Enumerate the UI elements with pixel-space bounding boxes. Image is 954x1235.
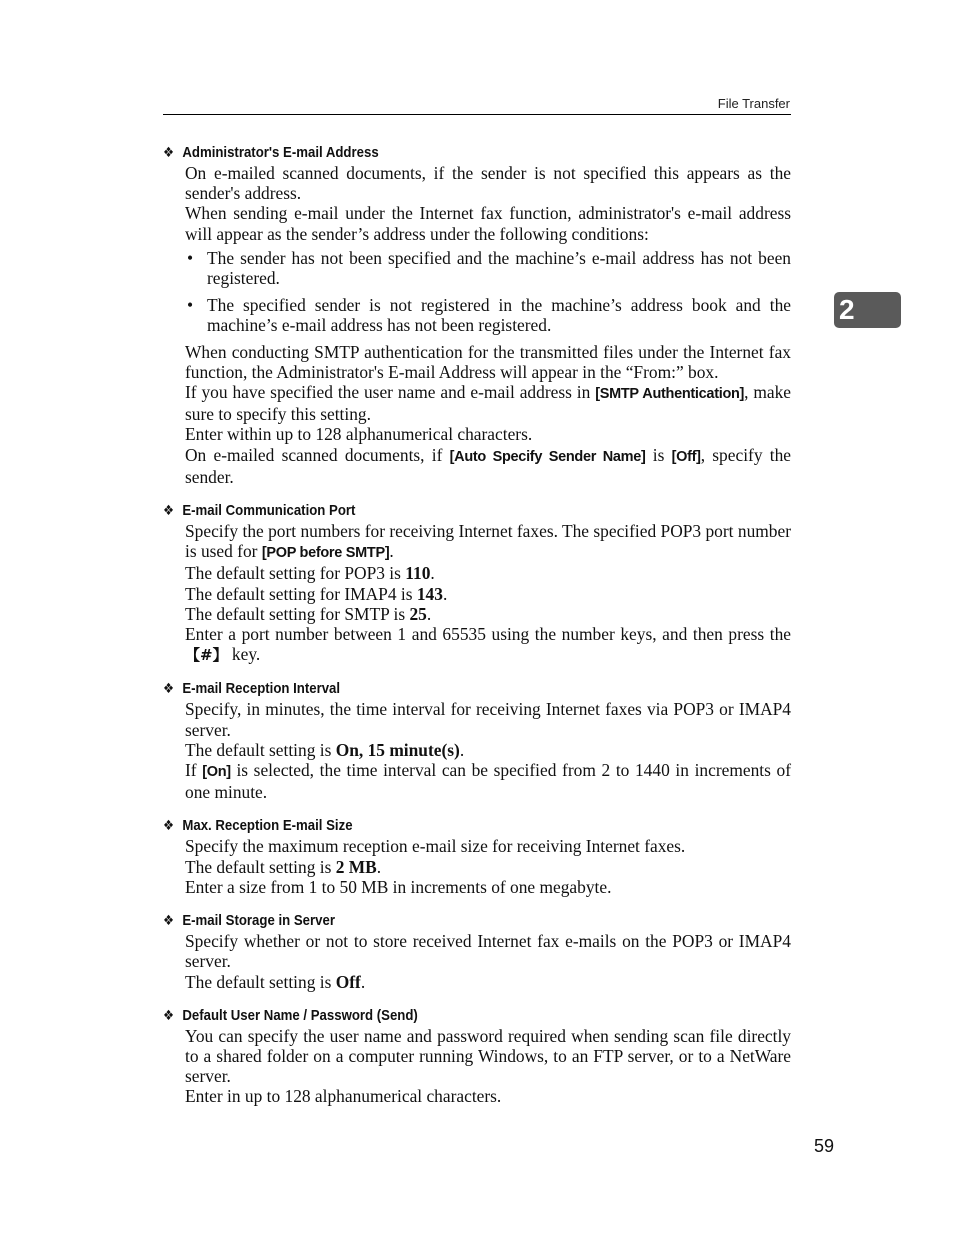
text-run: Specify the port numbers for receiving Internet faxes. The specified POP3 port number is used for xyxy=(185,521,791,562)
list-item-text: The specified sender is not registered in the machine’s address book and the machine’s e-mail address has not been registered. xyxy=(207,294,791,335)
paragraph: Specify the maximum reception e-mail size for receiving Internet faxes. xyxy=(185,836,686,857)
default-value: Off xyxy=(335,971,361,992)
paragraph: When conducting SMTP authentication for the transmitted files under the Internet fax function, the Administrator's E-mail Address will appear in the “From:” box. xyxy=(185,341,791,382)
section-comm-port xyxy=(163,499,791,665)
list-item xyxy=(185,295,791,335)
text-run: key. xyxy=(227,644,261,665)
page-content xyxy=(163,141,791,1119)
text-run: If xyxy=(185,760,203,781)
text-run: The default setting for POP3 is xyxy=(185,563,406,584)
diamond-bullet-icon: ❖ xyxy=(163,817,175,834)
heading-text: Max. Reception E-mail Size xyxy=(182,817,353,835)
section-heading xyxy=(163,909,716,931)
text-run: , make sure to specify this setting. xyxy=(185,382,791,425)
diamond-bullet-icon: ❖ xyxy=(163,912,175,929)
heading-text: Default User Name / Password (Send) xyxy=(182,1006,418,1024)
paragraph: The default setting for POP3 is 110. xyxy=(185,563,435,584)
paragraph: Enter in up to 128 alphanumerical characters. xyxy=(185,1086,502,1107)
section-heading xyxy=(163,141,716,163)
section-heading xyxy=(163,814,716,836)
paragraph: The default setting for IMAP4 is 143. xyxy=(185,583,448,604)
heading-text: E-mail Communication Port xyxy=(182,502,356,520)
diamond-bullet-icon: ❖ xyxy=(163,680,175,697)
default-value: 25 xyxy=(409,603,427,624)
paragraph: Enter within up to 128 alphanumerical characters. xyxy=(185,424,533,445)
diamond-bullet-icon: ❖ xyxy=(163,502,175,519)
paragraph: Specify, in minutes, the time interval for receiving Internet faxes via POP3 or IMAP4 server. xyxy=(185,699,791,740)
section-admin-email xyxy=(163,141,791,487)
text-run: On e-mailed scanned documents, if xyxy=(185,444,450,465)
list-item-text: The sender has not been specified and the machine’s e-mail address has not been registered. xyxy=(207,247,791,289)
section-heading xyxy=(163,1004,716,1026)
default-value: 110 xyxy=(405,563,431,584)
text-run: The default setting for IMAP4 is xyxy=(185,583,417,604)
text-run: , specify the sender. xyxy=(185,444,792,487)
text-run: The default setting is xyxy=(185,739,336,760)
heading-text: E-mail Reception Interval xyxy=(182,680,341,698)
key-label: [Off] xyxy=(671,448,701,465)
page-number: 59 xyxy=(813,1136,834,1156)
paragraph xyxy=(185,760,791,802)
default-value: 2 MB xyxy=(335,856,377,877)
paragraph xyxy=(185,624,791,665)
paragraph xyxy=(185,521,791,563)
hash-key-label: 【#】 xyxy=(185,646,228,665)
text-run: The default setting for SMTP is xyxy=(185,603,410,624)
text-run: . xyxy=(389,541,394,562)
heading-text: E-mail Storage in Server xyxy=(182,912,335,930)
running-header: File Transfer xyxy=(717,96,790,111)
key-label: [On] xyxy=(202,764,231,781)
condition-list xyxy=(185,248,791,335)
text-run: The default setting is xyxy=(185,856,336,877)
paragraph: The default setting is On, 15 minute(s). xyxy=(185,739,465,760)
paragraph: When sending e-mail under the Internet fax function, administrator's e-mail address will appear as the sender’s address under the following conditions: xyxy=(185,203,791,244)
default-value: On, 15 minute(s) xyxy=(335,739,460,760)
section-storage xyxy=(163,909,791,992)
paragraph: The default setting is Off. xyxy=(185,971,366,992)
paragraph: You can specify the user name and password required when sending scan file directly to a shared folder on a computer running Windows, to an FTP server, or to a NetWare server. xyxy=(185,1025,791,1087)
section-heading xyxy=(163,499,716,521)
section-reception-interval xyxy=(163,677,791,802)
paragraph: Enter a size from 1 to 50 MB in increments of one megabyte. xyxy=(185,876,612,897)
text-run: If you have specified the user name and e-mail address in xyxy=(185,382,596,403)
header-rule xyxy=(163,114,791,115)
section-default-user xyxy=(163,1004,791,1107)
key-label: [Auto Specify Sender Name] xyxy=(449,448,646,465)
key-label: [SMTP Authentication] xyxy=(595,386,745,403)
text-run: The default setting is xyxy=(185,971,336,992)
paragraph: The default setting is 2 MB. xyxy=(185,856,382,877)
paragraph: Specify whether or not to store received Internet fax e-mails on the POP3 or IMAP4 server. xyxy=(185,931,791,972)
text-run: is xyxy=(645,444,672,465)
key-label: [POP before SMTP] xyxy=(261,545,390,562)
list-item xyxy=(185,248,791,288)
default-value: 143 xyxy=(416,583,443,604)
diamond-bullet-icon: ❖ xyxy=(163,144,175,160)
paragraph xyxy=(185,445,791,487)
paragraph: The default setting for SMTP is 25. xyxy=(185,603,432,624)
section-heading xyxy=(163,677,716,699)
text-run: is selected, the time interval can be specified from 2 to 1440 in increments of one minute. xyxy=(185,760,791,803)
heading-text: Administrator's E-mail Address xyxy=(182,144,379,161)
bullet-dot-icon: • xyxy=(187,247,194,268)
diamond-bullet-icon: ❖ xyxy=(163,1006,175,1023)
paragraph: On e-mailed scanned documents, if the sender is not specified this appears as the sender's address. xyxy=(185,163,791,204)
section-max-size xyxy=(163,814,791,897)
bullet-dot-icon: • xyxy=(187,294,194,315)
paragraph xyxy=(185,382,791,424)
text-run: Enter a port number between 1 and 65535 using the number keys, and then press the xyxy=(185,624,791,645)
chapter-tab: 2 xyxy=(834,292,901,328)
